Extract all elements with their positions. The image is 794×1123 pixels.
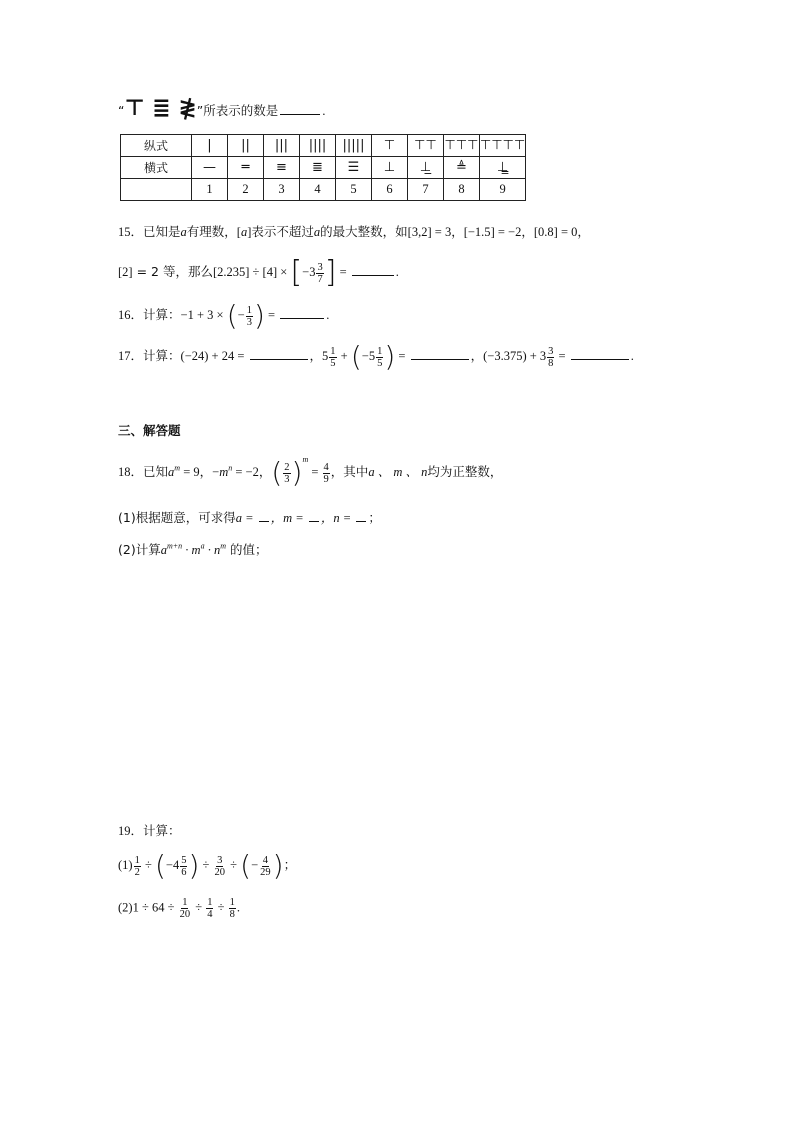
number-2: 2 xyxy=(228,179,264,201)
q18-number: 18． xyxy=(118,465,144,479)
number-1: 1 xyxy=(192,179,228,201)
minus-sign: − xyxy=(212,465,220,479)
divide-op: ÷ xyxy=(192,900,206,915)
answer-blank-n xyxy=(356,511,366,522)
vertical-3: ||| xyxy=(264,135,300,157)
fraction xyxy=(329,346,336,369)
question-15-line-2: [2] = 2 等，那么[2.235] ÷ [4] × [−3 $\frac{3}{7}$ ] = . xyxy=(118,255,399,290)
equals: = xyxy=(264,307,279,322)
part-1-end: ； xyxy=(283,856,297,872)
var-a: a xyxy=(180,225,187,239)
fraction-numerator: 1 xyxy=(229,897,235,908)
example-4: 2 xyxy=(122,264,129,279)
fraction-denominator: 4 xyxy=(207,909,213,920)
fraction xyxy=(179,897,192,920)
m-equals: ，m = xyxy=(270,511,307,525)
q15-text-5: = 2 等，那么 xyxy=(132,263,213,279)
fraction xyxy=(134,855,141,878)
fraction xyxy=(283,462,290,485)
horizontal-5: ☰ xyxy=(336,157,372,179)
row-label-empty xyxy=(121,179,192,201)
answer-blank xyxy=(280,104,320,115)
fraction xyxy=(214,855,227,878)
fraction xyxy=(316,262,323,285)
fraction-numerator: 4 xyxy=(323,461,329,473)
var-a-2: a xyxy=(313,225,321,239)
number-7: 7 xyxy=(408,179,444,201)
question-15: 15．已知是a有理数，[a]表示不超过a的最大整数，如[3,2] = 3，[−1.5] = −2，[0.8] = 0， xyxy=(118,224,590,239)
exponent-m-plus-n: m+n xyxy=(166,541,183,551)
vertical-9: ⊤⊤⊤⊤ xyxy=(480,135,526,157)
question-16: 16．计算：−1 + 3 × (− $\frac{1}{3}$ ) = . xyxy=(118,299,330,332)
example-2-value: = −2， xyxy=(494,225,534,239)
vertical-1: | xyxy=(192,135,228,157)
answer-blank xyxy=(352,265,394,276)
number-3: 3 xyxy=(264,179,300,201)
q19-label: 计算： xyxy=(143,823,181,838)
fraction-denominator: 5 xyxy=(330,357,336,369)
question-19-part-2 xyxy=(118,897,240,920)
answer-blank-2 xyxy=(411,349,469,360)
equals: = xyxy=(555,348,569,363)
fraction xyxy=(246,305,253,328)
question-18: 18．已知$a^m = 9$，$-m^n = -2$，( $\frac{2}{3}$ )$^m$ = $\frac{4}{9}$ ，其中a 、 m 、 n均为正整数， xyxy=(118,455,503,490)
vertical-5: ||||| xyxy=(336,135,372,157)
variable-list: a 、 m 、 n xyxy=(368,465,428,479)
fraction-numerator: 1 xyxy=(207,897,213,908)
q16-number: 16． xyxy=(118,307,144,322)
q14-text: ”所表示的数是 xyxy=(196,103,279,118)
divide-op: ÷ xyxy=(249,264,263,279)
rod-numeral-table xyxy=(120,134,526,201)
fraction xyxy=(547,346,554,369)
exponent-n: n xyxy=(228,463,233,473)
answer-blank-m xyxy=(309,511,319,522)
horizontal-7: ⊥̲ xyxy=(408,157,444,179)
q14-end: . xyxy=(322,103,326,118)
question-17: 17．计算：(−24) + 24 = ，5 $\frac{1}{5}$ + (−5 $\frac{1}{5}$ ) = ，(−3.375) + 3 $\frac{3}{8}$ = . xyxy=(118,340,634,373)
horizontal-4: ≣ xyxy=(300,157,336,179)
section-title: 三、解答题 xyxy=(118,423,181,438)
open-quote: “ xyxy=(118,103,125,118)
fraction-denominator: 3 xyxy=(246,316,252,328)
part-2-end: . xyxy=(236,900,240,915)
fraction-numerator: 1 xyxy=(134,854,140,866)
var-m: m xyxy=(219,465,229,479)
example-1-value: = 3， xyxy=(431,225,464,239)
fraction xyxy=(323,462,330,485)
fraction xyxy=(376,346,383,369)
exponent-m: m xyxy=(220,541,226,551)
section-heading xyxy=(118,421,181,439)
times-m: · m xyxy=(182,543,201,557)
horizontal-2: ═ xyxy=(228,157,264,179)
floor-a: a xyxy=(240,225,248,239)
table-row xyxy=(121,157,526,179)
q18-equals-9: = 9， xyxy=(180,465,213,479)
fraction-numerator: 1 xyxy=(330,345,336,357)
n-equals: ，n = xyxy=(320,511,355,525)
vertical-8: ⊤⊤⊤ xyxy=(444,135,480,157)
q16-expression: −1 + 3 × xyxy=(180,307,227,322)
base-a: a xyxy=(160,543,167,557)
separator-2: ， xyxy=(470,347,484,363)
fraction-denominator: 20 xyxy=(214,866,226,878)
a-equals: a = xyxy=(235,511,257,525)
part-2-expression: 1 ÷ 64 ÷ xyxy=(132,900,178,915)
answer-blank xyxy=(280,308,324,319)
q17-expression-1: (−24) + 24 = xyxy=(180,348,248,363)
fraction-numerator: 1 xyxy=(182,897,188,908)
vertical-7: ⊤⊤ xyxy=(408,135,444,157)
question-19-part-1: (1) $\frac{1}{2}$ ÷ (−4 $\frac{5}{6}$ ) ÷ $\frac{3}{20}$ ÷ (− $\frac{4}{29}$ )； xyxy=(118,849,297,882)
q17-number: 17． xyxy=(118,348,144,363)
example-3: 0.8 xyxy=(538,225,554,239)
row-label-vertical: 纵式 xyxy=(121,135,192,157)
fraction-denominator: 7 xyxy=(317,273,323,285)
fraction-denominator: 8 xyxy=(229,909,235,920)
equals: = xyxy=(395,348,409,363)
part-1-label: (1) xyxy=(118,857,133,872)
mixed-whole-2: −5 xyxy=(361,348,376,363)
vertical-6: ⊤ xyxy=(372,135,408,157)
q15-number: 15． xyxy=(118,225,144,239)
q18-text-2: ，其中 xyxy=(330,464,369,479)
q15-text-4: 的最大整数，如 xyxy=(320,224,408,239)
divide-op-3: ÷ xyxy=(227,857,241,872)
number-8: 8 xyxy=(444,179,480,201)
divide-op: ÷ xyxy=(141,857,155,872)
q15-text-3: 表示不超过 xyxy=(251,224,314,239)
fraction-numerator: 3 xyxy=(217,854,223,866)
value-2235: 2.235 xyxy=(217,264,246,279)
equals: = xyxy=(308,465,322,479)
horizontal-9: ⊥̳ xyxy=(480,157,526,179)
minus-sign: − xyxy=(251,857,259,872)
table-row xyxy=(121,179,526,201)
vertical-2: || xyxy=(228,135,264,157)
equals: = xyxy=(336,264,350,279)
fraction-numerator: 4 xyxy=(262,854,269,866)
horizontal-8: ≜ xyxy=(444,157,480,179)
fraction-numerator: 1 xyxy=(377,345,383,357)
fraction-denominator: 20 xyxy=(179,909,191,920)
part-2-end: 的值； xyxy=(225,542,268,557)
fraction-denominator: 9 xyxy=(323,473,329,485)
question-18-part-1 xyxy=(118,508,381,526)
horizontal-1: — xyxy=(192,157,228,179)
row-label-horizontal: 横式 xyxy=(121,157,192,179)
divide-op-2: ÷ xyxy=(199,857,213,872)
fraction xyxy=(180,855,187,878)
q15-text-1: 已知是 xyxy=(143,224,181,239)
minus-sign: − xyxy=(237,307,245,322)
fraction-numerator: 3 xyxy=(548,345,554,357)
number-6: 6 xyxy=(372,179,408,201)
q16-end: . xyxy=(326,307,330,322)
answer-blank-3 xyxy=(571,349,629,360)
number-5: 5 xyxy=(336,179,372,201)
exponent-m-2: m xyxy=(302,455,309,464)
q16-label: 计算： xyxy=(143,306,181,322)
fraction-numerator: 2 xyxy=(284,461,290,473)
exponent-m: m xyxy=(174,463,181,473)
horizontal-6: ⊥ xyxy=(372,157,408,179)
mixed-whole: −3 xyxy=(302,264,316,279)
number-4: 4 xyxy=(300,179,336,201)
part-1-label: (1)根据题意，可求得 xyxy=(118,510,236,525)
divide-op-2: ÷ xyxy=(214,900,228,915)
q17-end: . xyxy=(630,348,634,363)
horizontal-3: ≡ xyxy=(264,157,300,179)
q15-end: . xyxy=(395,264,399,279)
fraction-numerator: 1 xyxy=(246,304,252,316)
fraction xyxy=(229,897,236,920)
example-1: 3,2 xyxy=(411,225,428,239)
part-1-end: ； xyxy=(368,510,381,525)
q19-number: 19． xyxy=(118,824,144,838)
q18-text-3: 均为正整数， xyxy=(427,464,503,479)
value-4: 4 xyxy=(266,264,273,279)
fraction xyxy=(259,855,272,878)
mixed-whole: 5 xyxy=(322,348,329,363)
answer-blank-1 xyxy=(250,349,308,360)
q17-expression-3: (−3.375) + 3 xyxy=(483,348,547,363)
example-2: −1.5 xyxy=(467,225,491,239)
fraction-denominator: 3 xyxy=(284,473,290,485)
q18-equals-minus-2: = −2， xyxy=(232,465,272,479)
number-9: 9 xyxy=(480,179,526,201)
fraction xyxy=(206,897,213,920)
var-a: a xyxy=(168,465,175,479)
answer-blank-a xyxy=(259,511,269,522)
part-2-label: (2)计算 xyxy=(118,542,161,557)
fraction-denominator: 5 xyxy=(377,357,383,369)
fraction-denominator: 29 xyxy=(260,866,271,878)
q15-text-2: 有理数， xyxy=(186,224,237,239)
q17-label: 计算： xyxy=(143,347,181,363)
question-14 xyxy=(118,96,326,121)
q18-text-1: 已知 xyxy=(143,464,169,479)
fraction-numerator: 5 xyxy=(181,854,187,866)
times-op: × xyxy=(277,264,291,279)
exponent-a: a xyxy=(200,541,205,551)
times-n: · n xyxy=(204,543,221,557)
fraction-denominator: 2 xyxy=(134,866,140,878)
fraction-denominator: 6 xyxy=(181,866,187,878)
example-3-value: = 0， xyxy=(557,225,590,239)
separator: ， xyxy=(309,347,323,363)
question-18-part-2 xyxy=(118,540,267,558)
fraction-denominator: 8 xyxy=(548,357,554,369)
part-2-label: (2) xyxy=(118,900,133,915)
vertical-4: |||| xyxy=(300,135,336,157)
fraction-numerator: 3 xyxy=(317,261,323,273)
plus-op: + xyxy=(337,348,351,363)
table-row xyxy=(121,135,526,157)
rod-numeral-glyphs: ⊤ ≣ ≹ xyxy=(124,96,197,121)
question-19 xyxy=(118,821,181,839)
mixed-whole: −4 xyxy=(165,857,180,872)
